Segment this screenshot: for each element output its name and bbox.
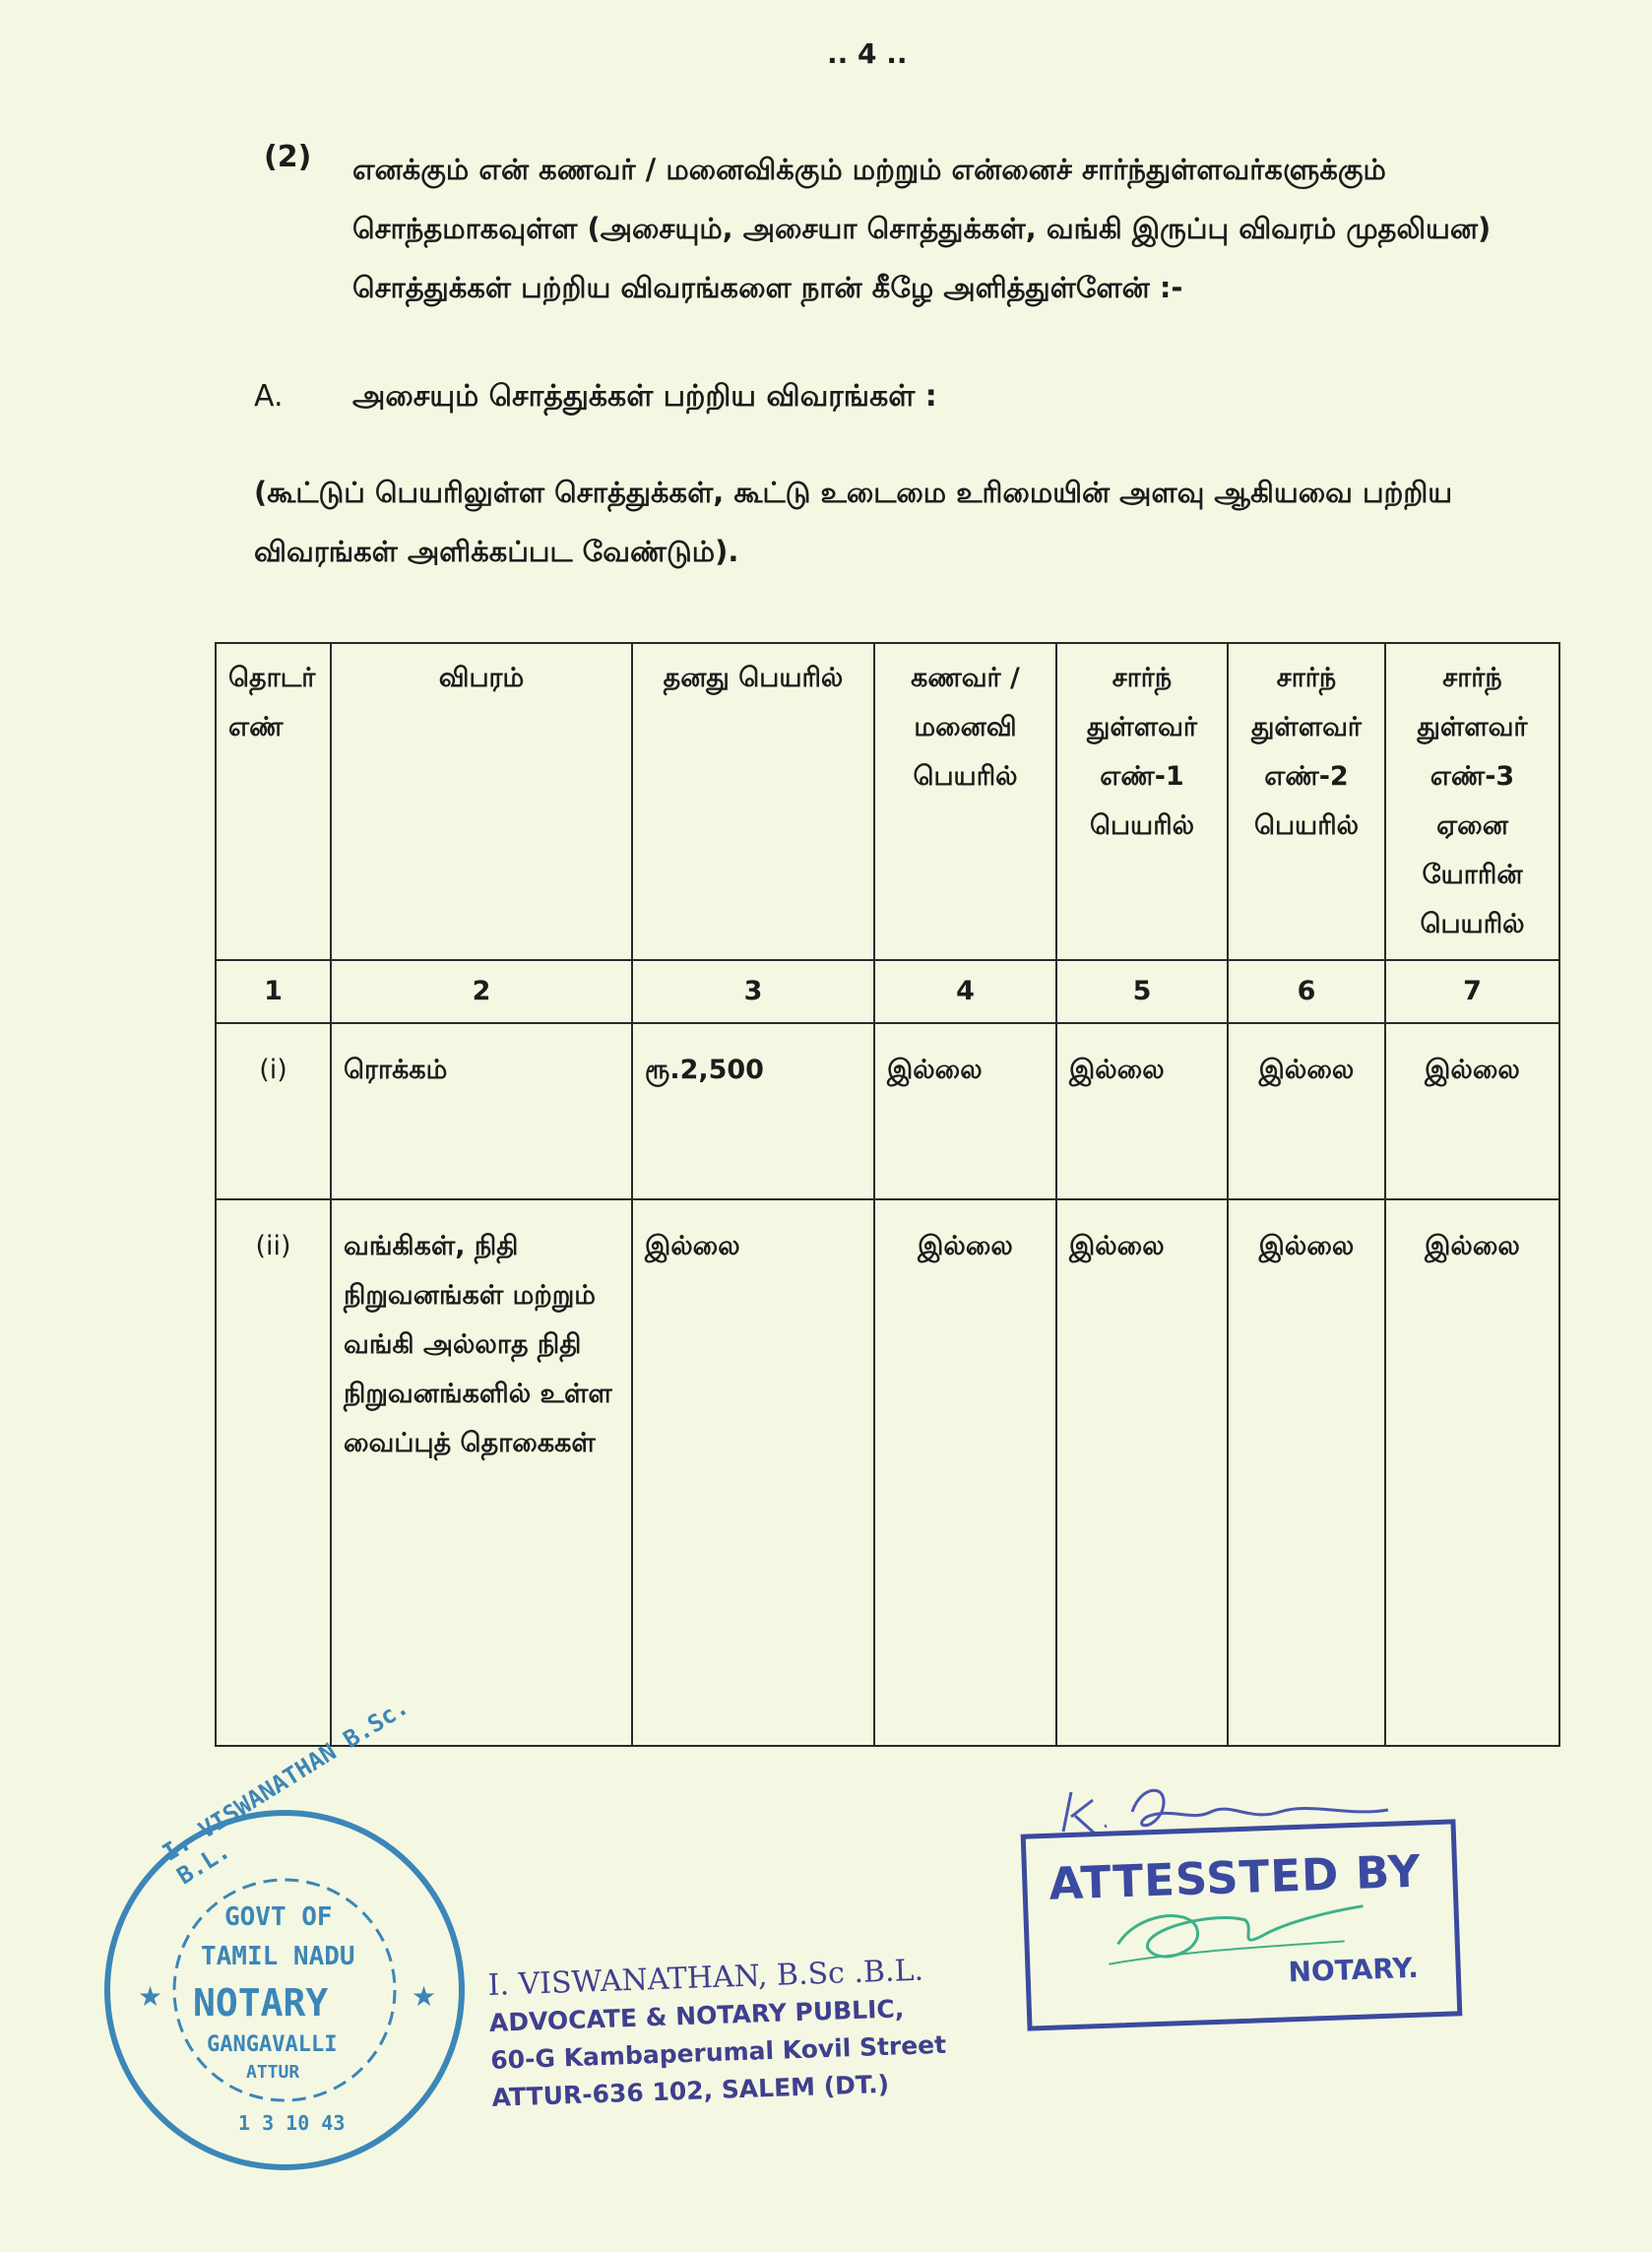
notary-name: I. VISWANATHAN, B.Sc .B.L. xyxy=(487,1953,924,2003)
column-number: 5 xyxy=(1056,960,1228,1023)
column-number: 2 xyxy=(331,960,632,1023)
seal-footer: 1 3 10 43 xyxy=(238,2111,346,2135)
column-number-row xyxy=(216,960,1559,1023)
row-dep1-value: இல்லை xyxy=(1056,1199,1228,1746)
row-serial: (ii) xyxy=(216,1199,331,1746)
attested-stamp xyxy=(1021,1819,1463,2030)
notary-line2: 60-G Kambaperumal Kovil Street xyxy=(489,2029,947,2075)
header-description: விபரம் xyxy=(331,643,632,960)
seal-line5: ATTUR xyxy=(246,2062,300,2083)
table-header-row xyxy=(216,643,1559,960)
header-dependent-3: சார்ந் துள்ளவர் எண்-3 ஏனை யோரின் பெயரில் xyxy=(1385,643,1559,960)
row-description: ரொக்கம் xyxy=(331,1023,632,1199)
column-number: 4 xyxy=(874,960,1056,1023)
header-spouse: கணவர் / மனைவி பெயரில் xyxy=(874,643,1056,960)
notary-seal xyxy=(98,1692,471,2176)
table-row xyxy=(216,1199,1559,1746)
seal-line4: GANGAVALLI xyxy=(207,2032,338,2057)
row-serial: (i) xyxy=(216,1023,331,1199)
section-number: (2) xyxy=(264,140,312,174)
row-spouse-value: இல்லை xyxy=(874,1199,1056,1746)
notary-line3: ATTUR-636 102, SALEM (DT.) xyxy=(491,2069,890,2112)
row-description: வங்கிகள், நிதி நிறுவனங்கள் மற்றும் வங்கி அல்லாத நிதி நிறுவனங்களில் உள்ள வைப்புத் தொகைகள் xyxy=(331,1199,632,1746)
subsection-letter: A. xyxy=(254,379,284,414)
header-dependent-2: சார்ந் துள்ளவர் எண்-2 பெயரில் xyxy=(1228,643,1385,960)
page-number: .. 4 .. xyxy=(827,37,908,70)
row-spouse-value: இல்லை xyxy=(874,1023,1056,1199)
header-dependent-1: சார்ந் துள்ளவர் எண்-1 பெயரில் xyxy=(1056,643,1228,960)
header-serial: தொடர் எண் xyxy=(216,643,331,960)
notary-line1: ADVOCATE & NOTARY PUBLIC, xyxy=(488,1994,905,2037)
section-paragraph: எனக்கும் என் கணவர் / மனைவிக்கும் மற்றும் என்னைச் சார்ந்துள்ளவர்களுக்கும் சொந்தமாகவுள்ள (அசையும், அசையா சொத்துக்கள், வங்கி இருப்பு விவரம் முதலியன) சொத்துக்கள் பற்றிய விவரங்களை நான் கீழே அளித்துள்ளேன் :- xyxy=(352,153,1492,304)
row-dep1-value: இல்லை xyxy=(1056,1023,1228,1199)
subsection-note: (கூட்டுப் பெயரிலுள்ள சொத்துக்கள், கூட்டு உடைமை உரிமையின் அளவு ஆகியவை பற்றிய விவரங்கள் அளிக்கப்பட வேண்டும்). xyxy=(254,476,1453,568)
column-number: 6 xyxy=(1228,960,1385,1023)
seal-line3: NOTARY xyxy=(193,1981,329,2025)
notary-address xyxy=(487,1952,948,2117)
row-dep3-value: இல்லை xyxy=(1385,1023,1559,1199)
seal-line2: TAMIL NADU xyxy=(201,1942,355,1971)
row-dep2-value: இல்லை xyxy=(1228,1023,1385,1199)
column-number: 7 xyxy=(1385,960,1559,1023)
star-icon: ★ xyxy=(138,1980,163,2013)
row-dep2-value: இல்லை xyxy=(1228,1199,1385,1746)
initials-signature-icon xyxy=(1097,1886,1375,1974)
row-dep3-value: இல்லை xyxy=(1385,1199,1559,1746)
column-number: 3 xyxy=(632,960,874,1023)
header-self: தனது பெயரில் xyxy=(632,643,874,960)
movable-assets-table xyxy=(215,642,1560,1747)
column-number: 1 xyxy=(216,960,331,1023)
attested-label: ATTESSTED BY xyxy=(1048,1844,1423,1910)
subsection-title: அசையும் சொத்துக்கள் பற்றிய விவரங்கள் : xyxy=(352,379,937,414)
row-self-value: இல்லை xyxy=(632,1199,874,1746)
table-row xyxy=(216,1023,1559,1199)
row-self-value: ரூ.2,500 xyxy=(632,1023,874,1199)
seal-ring-text: I. VISWANATHAN B.Sc. B.L. xyxy=(158,1692,413,1891)
seal-line1: GOVT OF xyxy=(224,1902,333,1932)
notary-label: NOTARY. xyxy=(1287,1951,1420,1989)
star-icon: ★ xyxy=(412,1980,437,2013)
